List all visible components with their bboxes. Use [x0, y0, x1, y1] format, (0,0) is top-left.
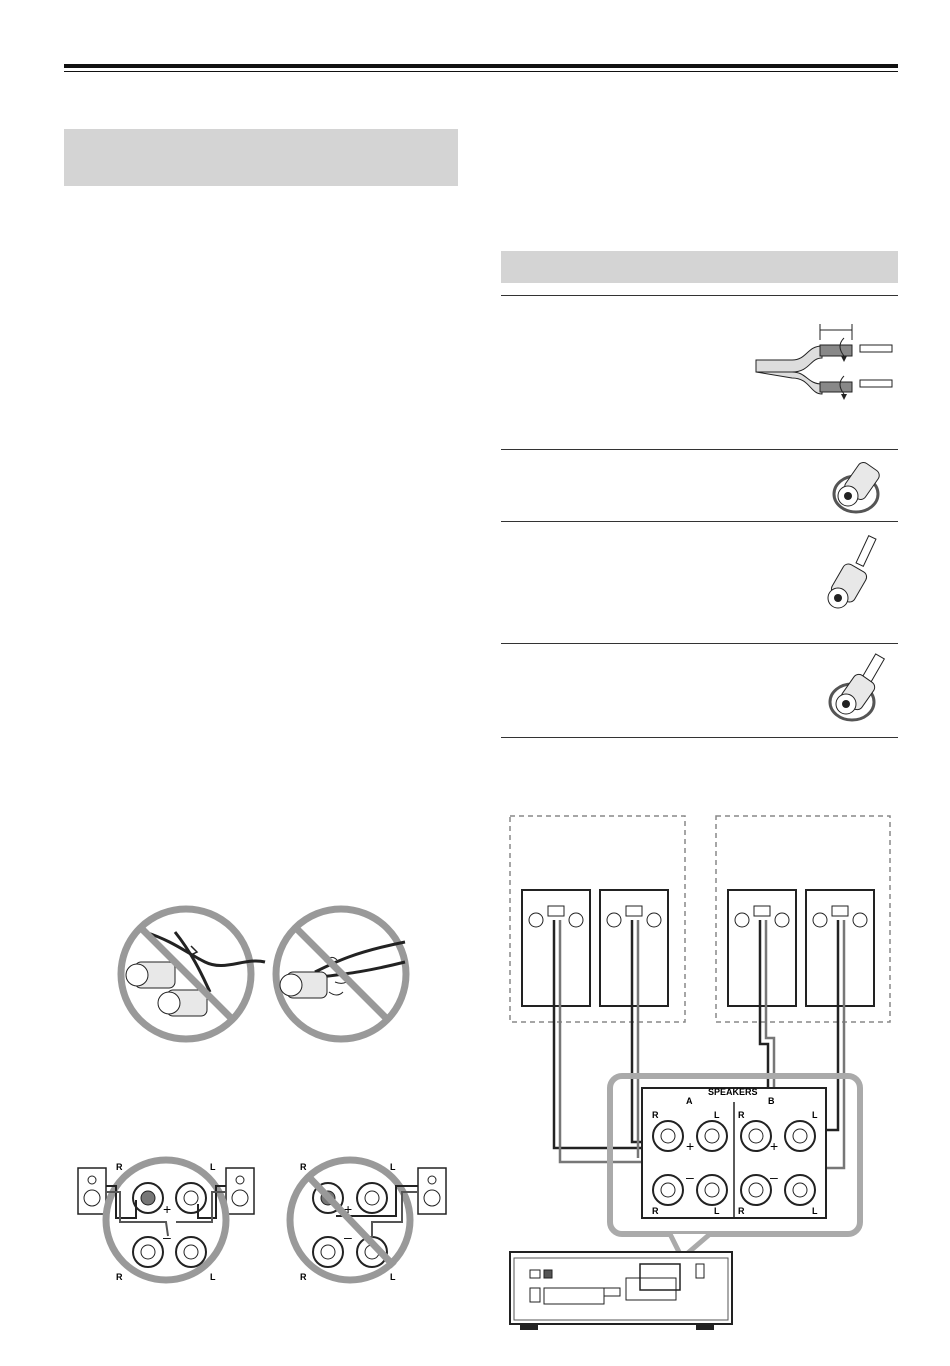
speakers-a-r-bottom: R — [652, 1206, 659, 1216]
speakers-a-l-top: L — [714, 1110, 720, 1120]
incorrect-l-bottom: L — [390, 1272, 396, 1282]
receiver-rear-panel — [510, 1252, 732, 1330]
wire-strip-illustration — [752, 318, 897, 402]
speakers-a-minus: – — [686, 1169, 694, 1185]
step-divider-3 — [501, 521, 898, 522]
correct-plus: + — [163, 1201, 172, 1217]
speaker-cabinet — [728, 890, 796, 1006]
prohibited-loose-strands-icon — [276, 909, 406, 1039]
correct-l-bottom: L — [210, 1272, 216, 1282]
speaker-cabinet — [522, 890, 590, 1006]
correct-polarity-diagram — [78, 1160, 254, 1282]
incorrect-polarity-diagram — [290, 1160, 446, 1282]
prohibited-short-circuit-icon — [121, 909, 265, 1039]
speaker-terminal — [653, 1175, 683, 1205]
speaker-terminal — [697, 1121, 727, 1151]
step-divider-4 — [501, 643, 898, 644]
correct-r-bottom: R — [116, 1272, 123, 1282]
procedure-heading-bar — [501, 251, 898, 283]
speaker-terminal — [785, 1121, 815, 1151]
speaker-connection-diagram — [500, 812, 900, 1342]
speakers-group-a-label: A — [686, 1096, 693, 1106]
speakers-b-r-top: R — [738, 1110, 745, 1120]
section-heading-box — [64, 129, 458, 186]
terminal-tighten-icon — [826, 652, 898, 728]
incorrect-l-top: L — [390, 1162, 396, 1172]
speakers-group-b-label: B — [768, 1096, 775, 1106]
step-divider-5 — [501, 737, 898, 738]
step-divider-1 — [501, 295, 898, 296]
speaker-cabinet — [806, 890, 874, 1006]
correct-r-top: R — [116, 1162, 123, 1172]
speaker-terminal — [653, 1121, 683, 1151]
speakers-a-l-bottom: L — [714, 1206, 720, 1216]
wire-insert-icon — [822, 532, 897, 614]
prohibited-wiring-illustration — [115, 902, 415, 1046]
speakers-panel-title: SPEAKERS — [708, 1087, 758, 1097]
speakers-a-r-top: R — [652, 1110, 659, 1120]
terminal-loosen-icon — [826, 456, 896, 518]
speakers-b-plus: + — [770, 1138, 779, 1154]
incorrect-plus: + — [344, 1201, 353, 1217]
incorrect-minus: – — [344, 1229, 352, 1245]
speaker-terminal — [741, 1121, 771, 1151]
header-rule-thin — [64, 71, 898, 72]
polarity-illustration — [76, 1156, 464, 1286]
speaker-terminal — [785, 1175, 815, 1205]
correct-minus: – — [163, 1229, 171, 1245]
speakers-b-r-bottom: R — [738, 1206, 745, 1216]
speaker-cabinet — [600, 890, 668, 1006]
incorrect-r-bottom: R — [300, 1272, 307, 1282]
speakers-a-plus: + — [686, 1138, 695, 1154]
step-divider-2 — [501, 449, 898, 450]
speakers-b-l-top: L — [812, 1110, 818, 1120]
correct-l-top: L — [210, 1162, 216, 1172]
speakers-b-minus: – — [770, 1169, 778, 1185]
incorrect-r-top: R — [300, 1162, 307, 1172]
speakers-b-l-bottom: L — [812, 1206, 818, 1216]
speaker-terminal — [697, 1175, 727, 1205]
header-rule-thick — [64, 64, 898, 68]
speaker-terminal — [741, 1175, 771, 1205]
